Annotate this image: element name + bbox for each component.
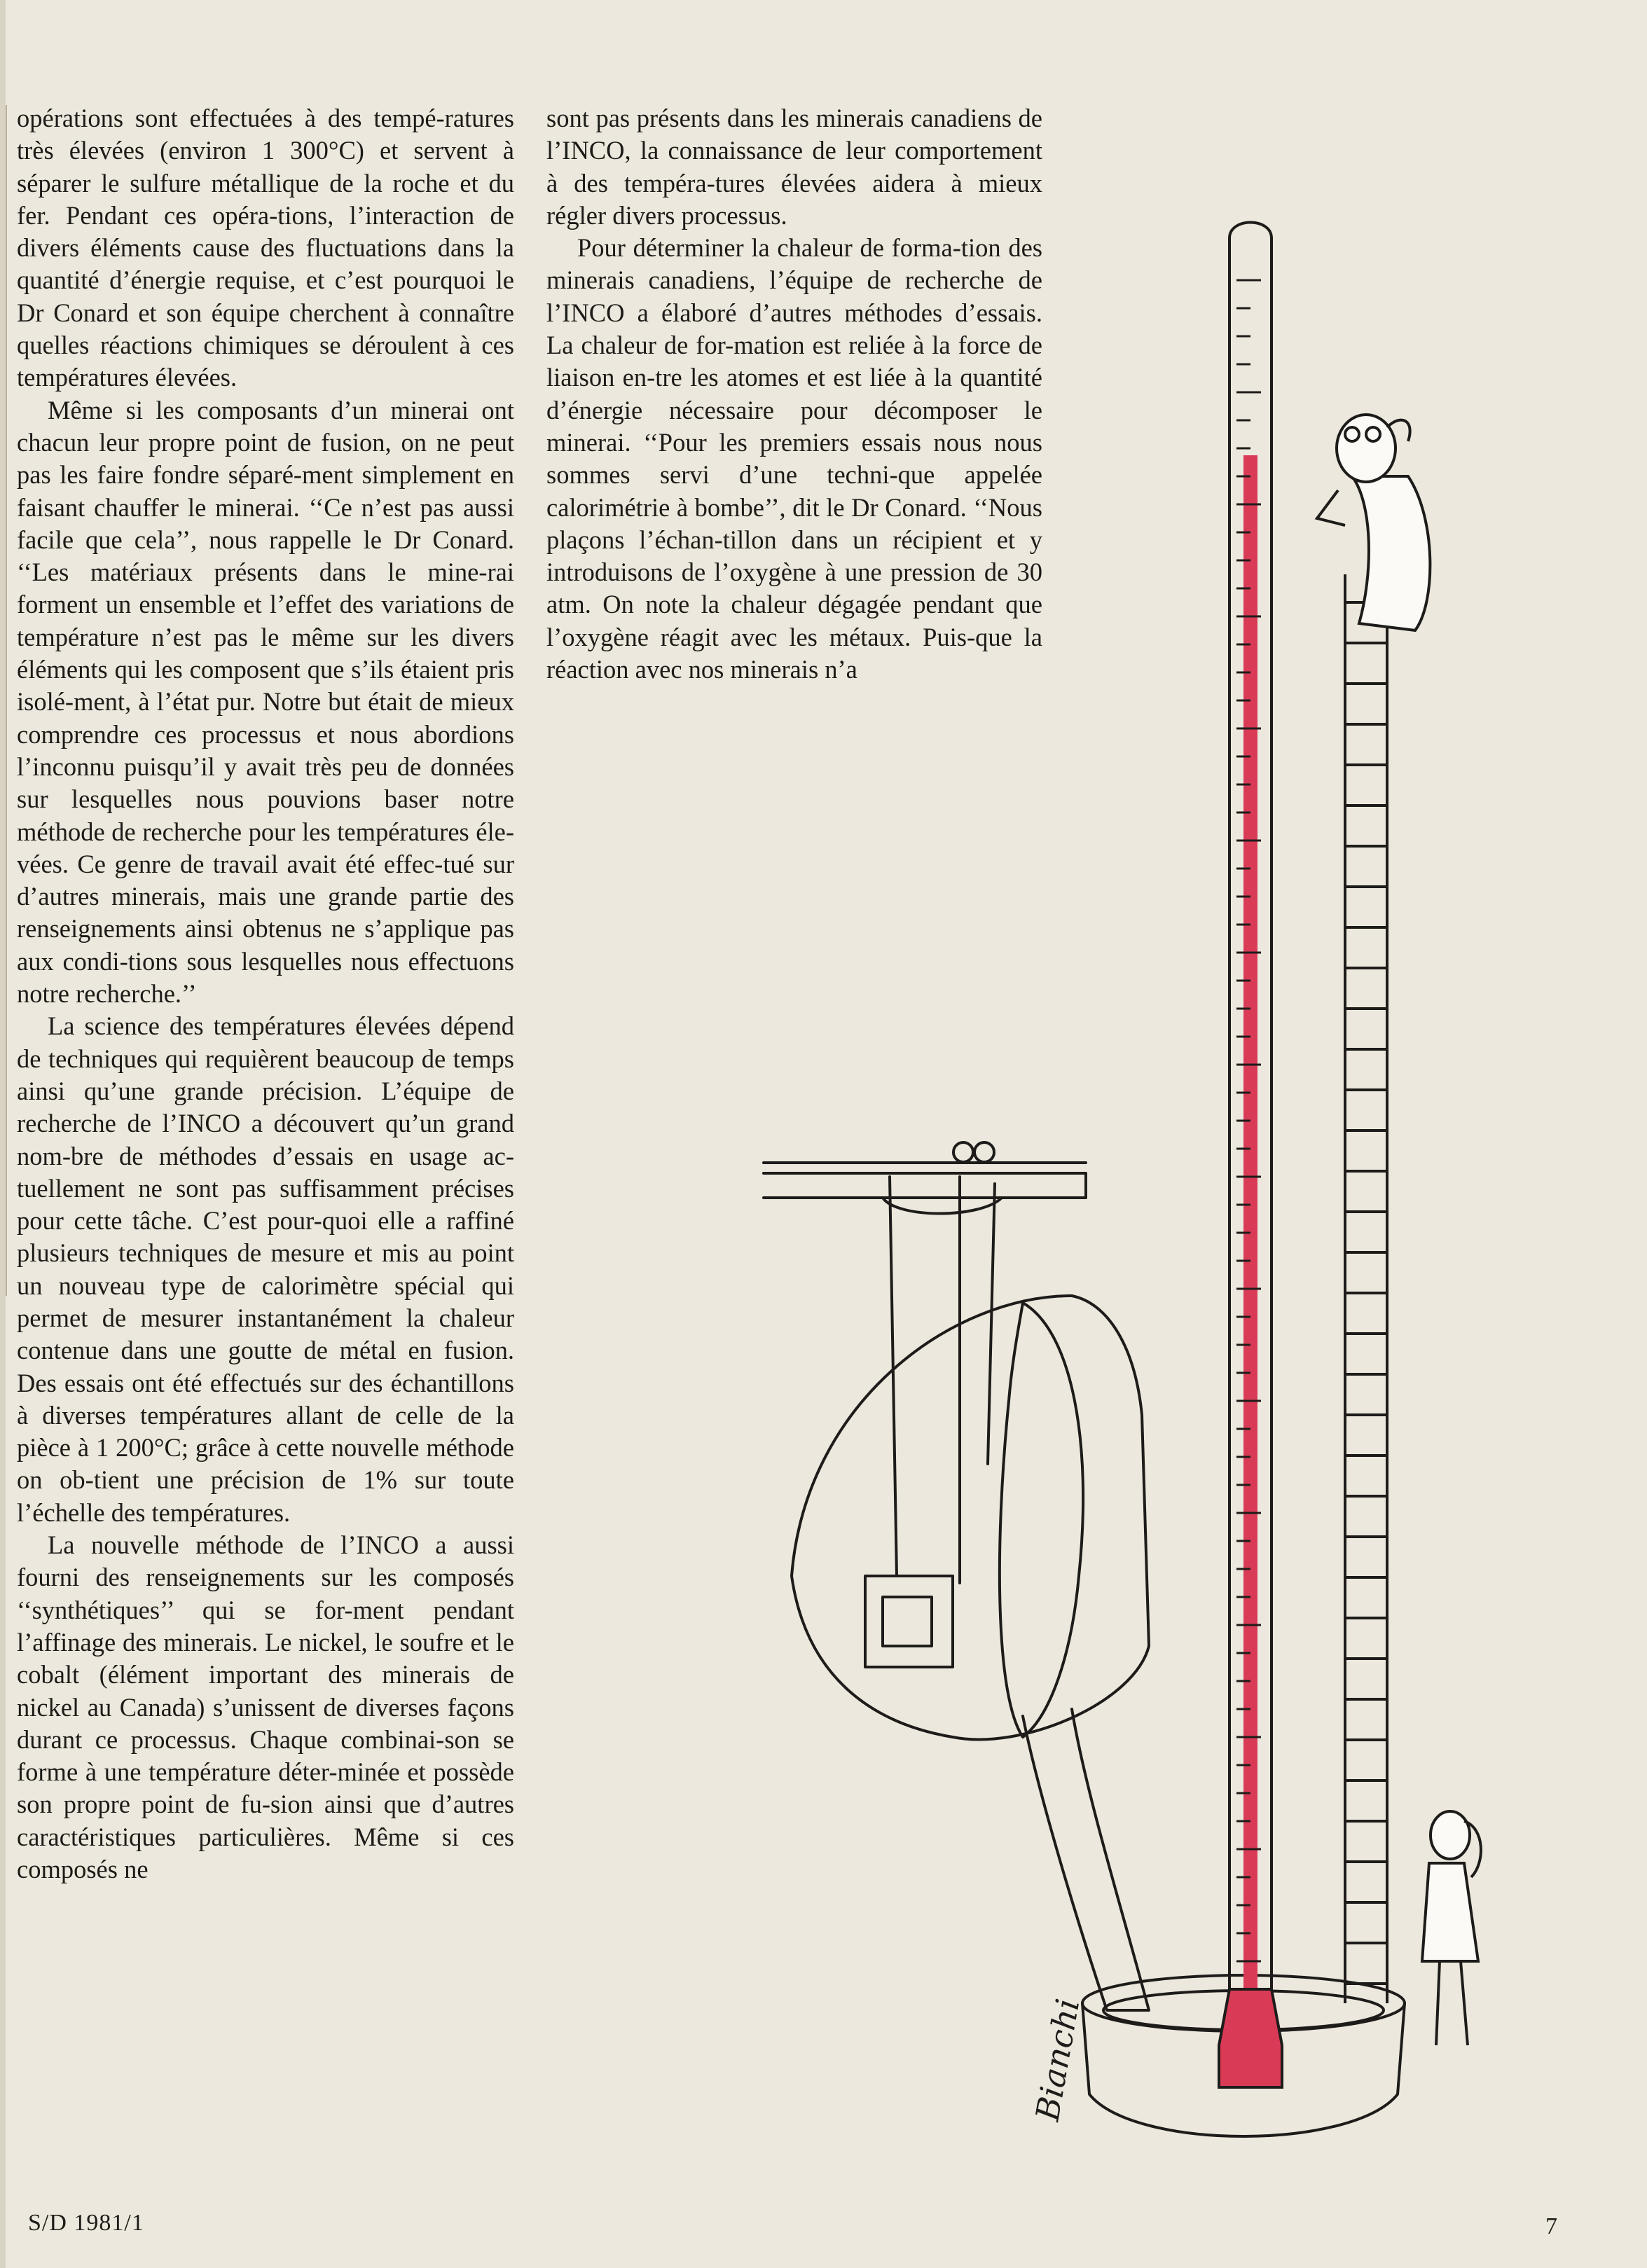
artist-signature: Bianchi xyxy=(1028,1996,1087,2124)
furnace-mouth xyxy=(1000,1303,1083,1737)
paragraph: Même si les composants d’un minerai ont chacun leur propre point de fusion, on ne peut pas les faire fondre séparé-ment simplement en faisant chauffer le minerai. ‘‘Ce n’est pas aussi facile que cela’’, nous rappelle le Dr Conard. ‘‘Les matériaux présents dans le mine-rai forment un ensemble et l’effet des variations de température n’est pas le même sur les divers éléments qui les composent que s’ils étaient pris isolé-ment, à l’état pur. Notre but était de mieux comprendre ces processus et nous abordions l’inconnu puisqu’il y avait très peu de données sur lesquelles nous pouvions baser notre méthode de recherche pour les températures éle-vées. Ce genre de travail avait été effec-tué sur d’autres minerais, mais une grande partie des renseignements ainsi obtenus ne s’applique pas aux condi-tions sous lesquelles nous effectuons notre recherche.’’ xyxy=(17,395,514,1009)
paragraph: La science des températures élevées dépend de techniques qui requièrent beaucoup de temps ainsi qu’une grande précision. L’équipe de recherche de l’INCO a découvert qu’un grand nom-bre de méthodes d’essais en usage ac-tuellement ne sont pas suffisamment précises pour cette tâche. C’est pour-quoi elle a raffiné plusieurs techniques de mesure et mis au point un nouveau type de calorimètre spécial qui permet de mesurer instantanément la chaleur contenue dans une goutte de métal en fusion. Des essais ont été effectués sur des échantillons à diverses températures allant de celle de la pièce à 1 200°C; grâce à cette nouvelle méthode on ob-tient une précision de 1% sur toute l’échelle des températures. xyxy=(17,1011,514,1527)
cartoon-illustration xyxy=(743,210,1527,2157)
paragraph: sont pas présents dans les minerais canadiens de l’INCO, la connaissance de leur comportement à des tempéra-tures élevées aidera à mieux régler divers processus. xyxy=(546,104,1042,230)
page-binding-line xyxy=(6,105,7,1296)
issue-label: S/D 1981/1 xyxy=(28,2210,144,2236)
molten-stream xyxy=(1023,1709,1149,2010)
paragraph: opérations sont effectuées à des tempé-ratures très élevées (environ 1 300°C) et servent à séparer le sulfure métallique de la roche et du fer. Pendant ces opéra-tions, l’interaction de divers éléments cause des fluctuations dans la quantité d’énergie requise, et c’est pourquoi le Dr Conard et son équipe cherchent à connaître quelles réactions chimiques se déroulent à ces températures élevées. xyxy=(17,104,514,392)
girl-figure xyxy=(1422,1811,1481,2045)
support-rod xyxy=(988,1184,995,1464)
page-number: 7 xyxy=(1545,2213,1557,2239)
support-rod xyxy=(890,1177,897,1576)
article-left-column xyxy=(17,102,514,1886)
page-binding-edge xyxy=(0,0,6,2268)
furnace-vessel xyxy=(792,1296,1149,1739)
peeking-eyes xyxy=(953,1142,973,1162)
paragraph: Pour déterminer la chaleur de forma-tion des minerais canadiens, l’équipe de recherche de l’INCO a élaboré d’autres méthodes d’essais. La chaleur de for-mation est reliée à la force de liaison en-tre les atomes et est liée à la quantité d’énergie nécessaire pour décomposer le minerai. ‘‘Pour les premiers essais nous nous sommes servi d’une techni-que appelée calorimétrie à bombe’’, dit le Dr Conard. ‘‘Nous plaçons l’échan-tillon dans un récipient et y introduisons de l’oxygène à une pression de 30 atm. On note la chaleur dégagée pendant que l’oxygène réagit avec les métaux. Puis-que la réaction avec nos minerais n’a xyxy=(546,233,1042,684)
hanging-block xyxy=(865,1576,953,1667)
scientist-figure xyxy=(1317,415,1430,630)
ladder xyxy=(1345,574,1387,2003)
thermometer xyxy=(1219,223,1282,2088)
paragraph: La nouvelle méthode de l’INCO a aussi fourni des renseignements sur les composés ‘‘synthétiques’’ qui se for-ment pendant l’affinage des minerais. Le nickel, le soufre et le cobalt (élément important des minerais de nickel au Canada) s’unissent de diverses façons durant ce processus. Chaque combinai-son se forme à une température déter-minée et possède son propre point de fu-sion ainsi que d’autres caractéristiques particulières. Même si ces composés ne xyxy=(17,1530,514,1884)
